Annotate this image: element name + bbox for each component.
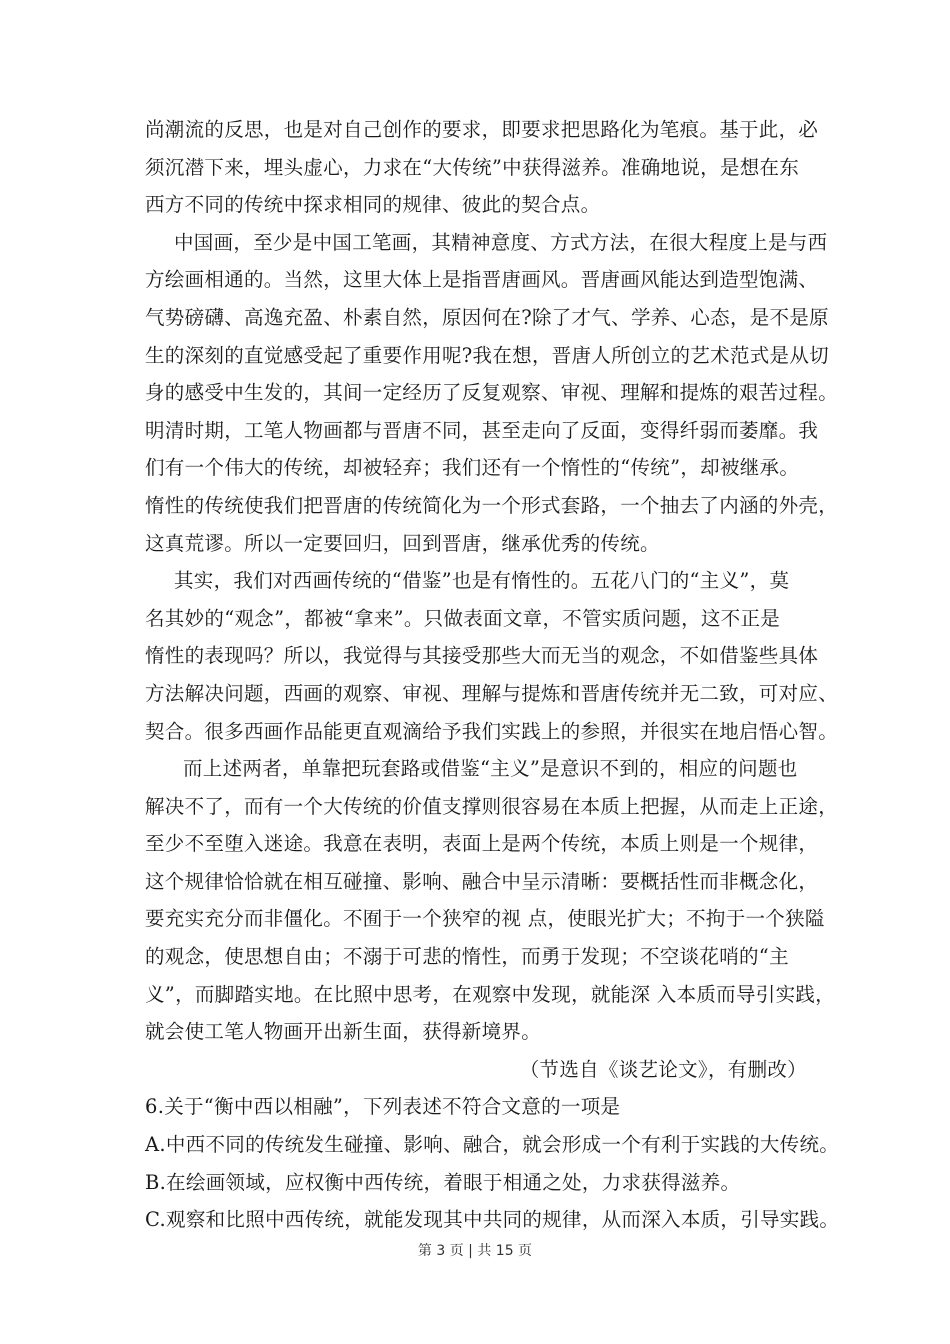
- page-number: 第 3 页 | 共 15 页: [417, 1243, 533, 1259]
- text-line: 就会使工笔人物画开出新生面，获得新境界。: [145, 1020, 542, 1044]
- text-line: 须沉潜下来，埋头虚心，力求在“大传统”中获得滋养。准确地说，是想在东: [145, 155, 800, 179]
- text-line: 而上述两者，单靠把玩套路或借鉴“主义”是意识不到的，相应的问题也: [183, 757, 798, 781]
- text-line: 方法解决问题，西画的观察、审视、理解与提炼和晋唐传统并无二致，可对应、: [145, 681, 839, 705]
- text-line: 西方不同的传统中探求相同的规律、彼此的契合点。: [145, 193, 601, 217]
- text-line: 中国画，至少是中国工笔画，其精神意度、方式方法，在很大程度上是与西: [174, 230, 828, 254]
- text-line: 生的深刻的直觉感受起了重要作用呢?我在想，晋唐人所创立的艺术范式是从切: [145, 343, 829, 367]
- text-line: 这个规律恰恰就在相互碰撞、影响、融合中呈示清晰：要概括性而非概念化，: [145, 869, 819, 893]
- document-page-body: [145, 111, 840, 1239]
- option-c: C.观察和比照中西传统，就能发现其中共同的规律，从而深入本质，引导实践。: [145, 1208, 840, 1232]
- text-line: 们有一个伟大的传统，却被轻弃；我们还有一个惰性的“传统”，却被继承。: [145, 456, 800, 480]
- text-line: 其实，我们对西画传统的“借鉴”也是有惰性的。五花八门的“主义”，莫: [174, 569, 790, 593]
- text-line: 义”，而脚踏实地。在比照中思考，在观察中发现，就能深 入本质而导引实践，: [145, 982, 835, 1006]
- text-line: 尚潮流的反思，也是对自己创作的要求，即要求把思路化为笔痕。基于此，必: [145, 118, 819, 141]
- option-b: B.在绘画领域，应权衡中西传统，着眼于相通之处，力求获得滋养。: [145, 1170, 741, 1194]
- paragraph-continuation: [145, 111, 819, 224]
- text-line: 解决不了，而有一个大传统的价值支撑则很容易在本质上把握，从而走上正途，: [145, 794, 839, 818]
- paragraph-conclusion: [145, 750, 839, 1051]
- text-line: 身的感受中生发的，其间一定经历了反复观察、审视、理解和提炼的艰苦过程。: [145, 381, 839, 405]
- paragraph-chinese-painting: [145, 224, 839, 562]
- text-line: 惰性的传统使我们把晋唐的传统简化为一个形式套路，一个抽去了内涵的外壳，: [145, 493, 839, 517]
- text-line: 契合。很多西画作品能更直观滴给予我们实践上的参照，并很实在地启悟心智。: [145, 719, 839, 743]
- text-line: 气势磅礴、高逸充盈、朴素自然，原因何在?除了才气、学养、心态，是不是原: [145, 305, 829, 329]
- text-line: 明清时期，工笔人物画都与晋唐不同，甚至走向了反面，变得纤弱而萎靡。我: [145, 418, 819, 442]
- source-attribution: （节选自《谈艺论文》，有删改）: [519, 1057, 807, 1081]
- paragraph-western-borrowing: [145, 562, 839, 750]
- text-line: 惰性的表现吗？所以，我觉得与其接受那些大而无当的观念，不如借鉴些具体: [145, 644, 819, 668]
- text-line: 这真荒谬。所以一定要回归，回到晋唐，继承优秀的传统。: [145, 531, 660, 555]
- text-line: 要充实充分而非僵化。不囿于一个狭窄的视 点，使眼光扩大；不拘于一个狭隘: [145, 907, 825, 931]
- text-line: 方绘画相通的。当然，这里大体上是指晋唐画风。晋唐画风能达到造型饱满、: [145, 268, 819, 292]
- text-line: 名其妙的“观念”，都被“拿来”。只做表面文章，不管实质问题，这不正是: [145, 606, 781, 630]
- page-footer: [0, 1240, 950, 1260]
- question-stem: 6.关于“衡中西以相融”，下列表述不符合文意的一项是: [145, 1095, 621, 1119]
- text-line: 至少不至堕入迷途。我意在表明，表面上是两个传统，本质上则是一个规律，: [145, 832, 819, 856]
- text-line: 的观念，使思想自由；不溺于可悲的惰性，而勇于发现；不空谈花哨的“主: [145, 945, 789, 969]
- question-6: [145, 1088, 840, 1238]
- option-a: A.中西不同的传统发生碰撞、影响、融合，就会形成一个有利于实践的大传统。: [145, 1133, 840, 1157]
